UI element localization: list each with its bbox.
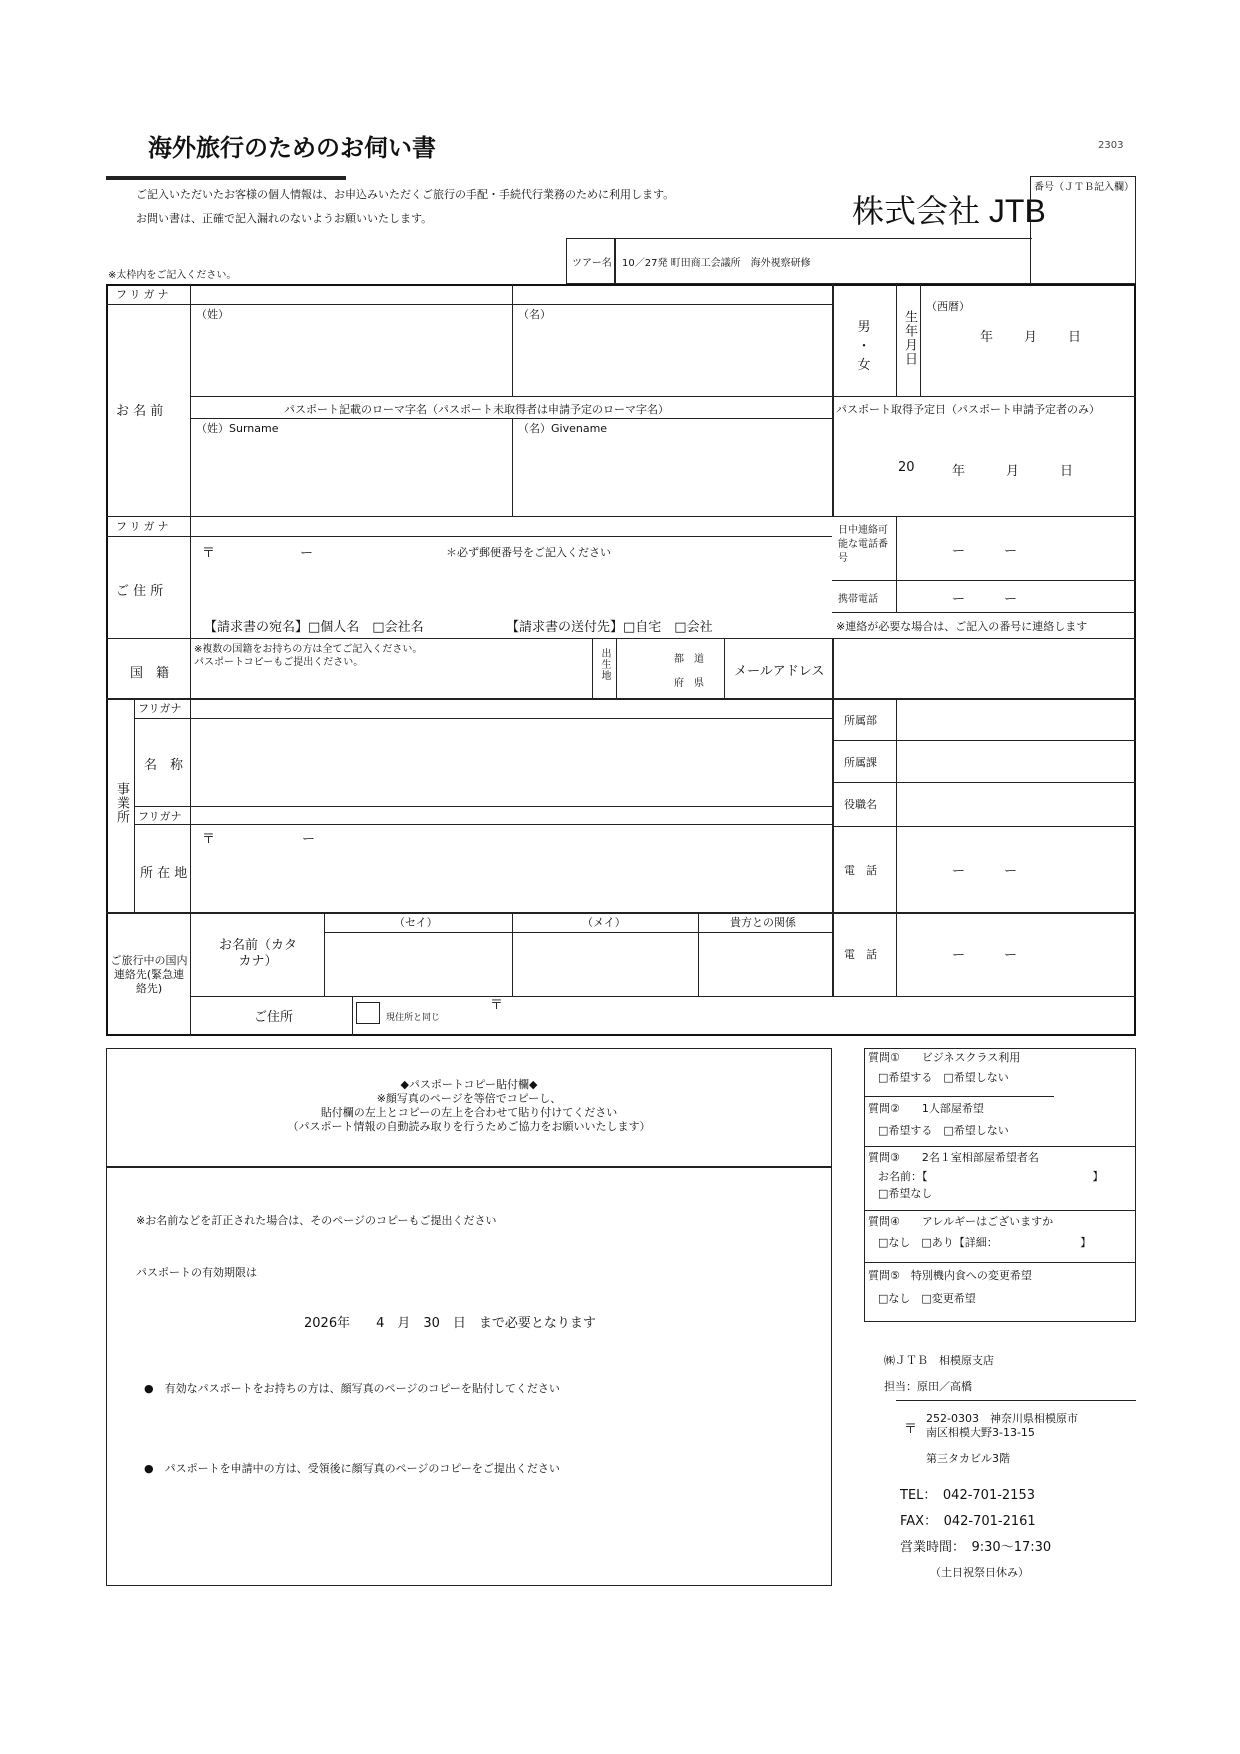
emergency-postal-mark: 〒 xyxy=(490,998,504,1013)
question-1-options[interactable]: □希望する □希望しない xyxy=(878,1071,1009,1084)
emergency-mei-input[interactable] xyxy=(518,938,698,992)
emergency-phone-label: 電 話 xyxy=(844,948,877,961)
office-address-input[interactable] xyxy=(200,848,824,906)
emergency-phone-input[interactable] xyxy=(904,920,1134,992)
postal-note: ＊必ず郵便番号をご記入ください xyxy=(446,546,611,559)
name-label: お 名 前 xyxy=(116,404,164,419)
question-3-name[interactable]: お名前：【 】 xyxy=(878,1170,1104,1183)
company-name: 株式会社 JTB xyxy=(852,193,1046,229)
intro-text-1: ご記入いただいたお客様の個人情報は、お申込みいただくご旅行の手配・手続代行業務のために利用します。 xyxy=(136,188,675,201)
dob-month-label: 月 xyxy=(1024,330,1038,345)
nationality-label: 国 籍 xyxy=(130,666,170,681)
question-2-options[interactable]: □希望する □希望しない xyxy=(878,1124,1009,1137)
department-input[interactable] xyxy=(904,704,1134,738)
title-underline xyxy=(106,176,346,180)
emergency-name-label: お名前（カタカナ） xyxy=(218,938,297,969)
gender-female[interactable]: 女 xyxy=(857,358,871,373)
office-postal-mark: 〒 xyxy=(202,832,216,847)
office-name-input[interactable] xyxy=(200,730,824,798)
relationship-input[interactable] xyxy=(704,938,830,992)
passport-validity-label: パスポートの有効期限は xyxy=(136,1266,257,1279)
address-furigana-input[interactable] xyxy=(196,518,830,536)
family-name-input[interactable] xyxy=(200,326,504,388)
passport-date-label: パスポート取得予定日（パスポート申請予定者のみ） xyxy=(836,403,1100,416)
emergency-address-label: ご住所 xyxy=(254,1010,294,1025)
branch-staff: 担当：原田／高橋 xyxy=(884,1380,972,1393)
address-furigana-label: フリガナ xyxy=(116,520,172,533)
office-vertical-label: 事業所 xyxy=(114,782,129,824)
branch-closed-days: （土日祝祭日休み） xyxy=(930,1566,1029,1579)
question-3-none[interactable]: □希望なし xyxy=(878,1187,933,1200)
document-code: 2303 xyxy=(1098,140,1124,151)
mobile-input[interactable] xyxy=(900,584,1134,612)
page-title: 海外旅行のためのお伺い書 xyxy=(148,134,436,162)
question-3-title: 質問③ 2名１室相部屋希望者名 xyxy=(868,1151,1039,1164)
branch-address-2: 南区相模大野3-13-15 xyxy=(926,1426,1035,1439)
question-2-title: 質問② 1人部屋希望 xyxy=(868,1102,984,1115)
section-input[interactable] xyxy=(904,746,1134,780)
section-label: 所属課 xyxy=(844,756,877,769)
passport-month-label: 月 xyxy=(1006,464,1020,479)
passport-copy-line-3: （パスポート情報の自動読み取りを行うためご協力をお願いいたします） xyxy=(287,1120,651,1133)
department-label: 所属部 xyxy=(844,714,877,727)
day-phone-input[interactable] xyxy=(900,520,1134,578)
passport-validity-date: 2026年 4 月 30 日 まで必要となります xyxy=(304,1316,596,1331)
postal-mark: 〒 xyxy=(202,546,216,561)
nationality-input[interactable] xyxy=(196,668,590,696)
emergency-mei-label: （メイ） xyxy=(582,916,626,929)
gender-dot: ・ xyxy=(857,339,871,354)
question-3 xyxy=(868,1148,1132,1202)
office-location-label: 所 在 地 xyxy=(140,866,188,881)
nationality-note-2: パスポートコピーもご提出ください。 xyxy=(194,657,364,668)
roman-name-header: パスポート記載のローマ字名（パスポート未取得者は申請予定のローマ字名） xyxy=(284,403,669,416)
passport-copy-line-1: ※顔写真のページを等倍でコピーし、 xyxy=(376,1092,562,1105)
office-phone-dashes: ー ー xyxy=(952,864,1018,879)
emergency-sei-input[interactable] xyxy=(330,938,510,992)
emergency-address-input[interactable] xyxy=(510,1004,1130,1032)
mobile-dashes: ー ー xyxy=(952,592,1018,607)
gender-male[interactable]: 男 xyxy=(857,320,871,335)
question-4-title: 質問④ アレルギーはございますか xyxy=(868,1215,1054,1228)
office-name-label: 名 称 xyxy=(144,758,184,773)
givenname-label: （名）Givename xyxy=(518,422,608,435)
tour-label: ツアー名 xyxy=(572,258,612,269)
office-phone-label: 電 話 xyxy=(844,864,877,877)
office-furigana-input[interactable] xyxy=(196,700,830,718)
passport-year-prefix: 20 xyxy=(898,460,915,475)
birthplace-label: 出生地 xyxy=(599,648,610,681)
job-title-input[interactable] xyxy=(904,788,1134,822)
jtb-number-label: 番号（ＪＴＢ記入欄） xyxy=(1034,182,1134,193)
job-title-label: 役職名 xyxy=(844,798,877,811)
given-name-label: （名） xyxy=(518,308,551,321)
email-label: メールアドレス xyxy=(734,664,825,679)
same-address-label: 現住所と同じ xyxy=(386,1013,441,1023)
tour-name: 10／27発 町田商工会議所 海外視察研修 xyxy=(622,258,811,269)
dob-era-label: （西暦） xyxy=(926,300,970,313)
emergency-phone-dashes: ー ー xyxy=(952,948,1018,963)
dob-year-label: 年 xyxy=(980,330,994,345)
passport-day-label: 日 xyxy=(1060,464,1074,479)
office-address-furigana-input[interactable] xyxy=(196,808,830,824)
question-5 xyxy=(868,1264,1132,1308)
name-furigana-label: フリガナ xyxy=(116,288,172,301)
branch-name: ㈱ＪＴＢ 相模原支店 xyxy=(884,1354,994,1367)
name-furigana-input[interactable] xyxy=(196,286,830,304)
family-name-label: （姓） xyxy=(196,308,229,321)
question-2 xyxy=(868,1098,1132,1140)
branch-address-1: 252-0303 神奈川県相模原市 xyxy=(926,1412,1078,1425)
instruction-bullet-2: ● パスポートを申請中の方は、受領後に顔写真のページのコピーをご提出ください xyxy=(144,1462,560,1475)
branch-postal-mark: 〒 xyxy=(904,1422,918,1437)
passport-copy-instructions xyxy=(106,1078,832,1134)
question-5-options[interactable]: □なし □変更希望 xyxy=(878,1292,976,1305)
passport-copy-title: ◆パスポートコピー貼付欄◆ xyxy=(400,1078,538,1091)
address-input[interactable] xyxy=(200,564,824,614)
dob-day-label: 日 xyxy=(1068,330,1082,345)
correction-note: ※お名前などを訂正された場合は、そのページのコピーもご提出ください xyxy=(136,1214,497,1227)
surname-input[interactable] xyxy=(200,440,504,502)
invoice-destination[interactable]: 【請求書の送付先】□自宅 □会社 xyxy=(506,620,713,635)
office-postal-dash: ー xyxy=(302,832,316,847)
question-4-options[interactable]: □なし □あり【詳細： 】 xyxy=(878,1236,1092,1249)
branch-fax: FAX： 042-701-2161 xyxy=(900,1514,1036,1529)
givenname-input[interactable] xyxy=(522,440,826,502)
relationship-label: 貴方との関係 xyxy=(730,916,796,929)
office-furigana-label-1: フリガナ xyxy=(138,702,182,715)
emergency-sei-label: （セイ） xyxy=(394,916,438,929)
dob-label: 生年月日 xyxy=(902,310,917,366)
postal-dash: ー xyxy=(300,546,314,561)
prefecture-label-1: 都 道 xyxy=(674,654,704,665)
nationality-note-1: ※複数の国籍をお持ちの方は全てご記入ください。 xyxy=(194,644,423,655)
address-label: ご 住 所 xyxy=(116,584,164,599)
prefecture-label-2: 府 県 xyxy=(674,678,704,689)
passport-copy-line-2: 貼付欄の左上とコピーの左上を合わせて貼り付けてください xyxy=(320,1106,618,1119)
question-1 xyxy=(868,1049,1132,1087)
branch-tel: TEL： 042-701-2153 xyxy=(900,1488,1035,1503)
question-5-title: 質問⑤ 特別機内食への変更希望 xyxy=(868,1269,1032,1282)
question-4 xyxy=(868,1212,1132,1252)
invoice-addressee[interactable]: 【請求書の宛名】□個人名 □会社名 xyxy=(204,620,424,635)
office-phone-input[interactable] xyxy=(904,836,1134,904)
emergency-contact-label: ご旅行中の国内連絡先(緊急連絡先) xyxy=(110,954,188,995)
branch-address-3: 第三タカビル3階 xyxy=(926,1452,1010,1465)
surname-label: （姓）Surname xyxy=(196,422,279,435)
intro-text-2: お問い書は、正確で記入漏れのないようお願いいたします。 xyxy=(136,212,433,225)
mobile-label: 携帯電話 xyxy=(838,594,878,605)
office-furigana-label-2: フリガナ xyxy=(138,810,182,823)
given-name-input[interactable] xyxy=(522,326,826,388)
passport-year-label: 年 xyxy=(952,464,966,479)
instruction-bullet-1: ● 有効なパスポートをお持ちの方は、顔写真のページのコピーを貼付してください xyxy=(144,1382,560,1395)
question-1-title: 質問① ビジネスクラス利用 xyxy=(868,1051,1021,1064)
bold-border-note: ※太枠内をご記入ください。 xyxy=(108,270,237,281)
contact-note: ※連絡が必要な場合は、ご記入の番号に連絡します xyxy=(836,620,1088,633)
day-phone-label: 日中連絡可能な電話番号 xyxy=(838,525,888,564)
same-address-checkbox[interactable] xyxy=(356,1002,380,1024)
email-input[interactable] xyxy=(840,648,1134,690)
gender-select[interactable] xyxy=(852,316,876,373)
branch-hours: 営業時間： 9:30〜17:30 xyxy=(900,1540,1052,1555)
day-phone-dashes: ー ー xyxy=(952,544,1018,559)
